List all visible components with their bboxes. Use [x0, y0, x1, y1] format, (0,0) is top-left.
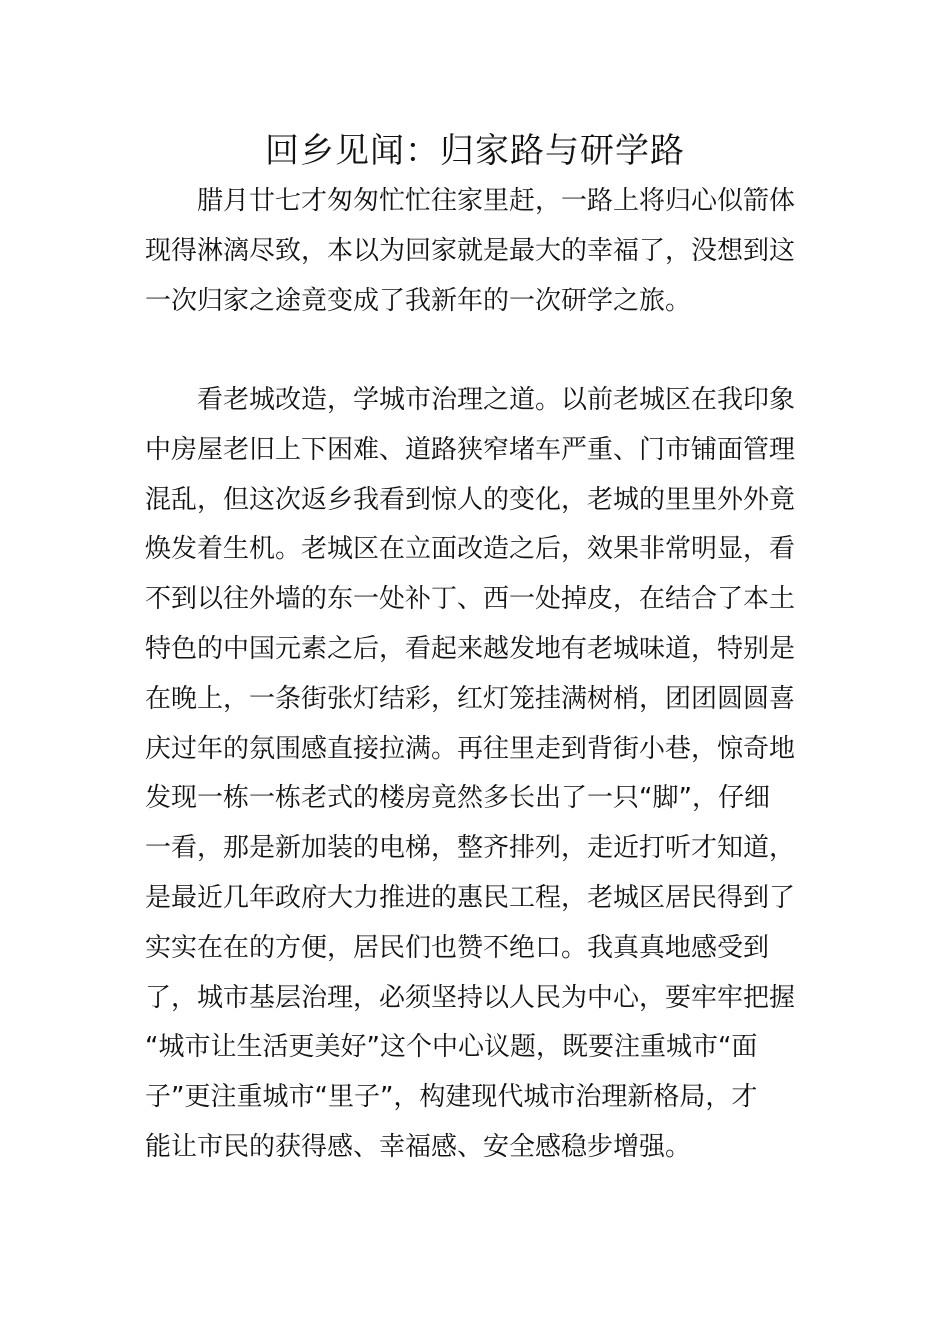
paragraph-line: 实实在在的方便，居民们也赞不绝口。我真真地感受到 — [145, 932, 770, 963]
paragraph-line: 中房屋老旧上下困难、道路狭窄堵车严重、门市铺面管理 — [145, 434, 796, 465]
paragraph-line: 现得淋漓尽致，本以为回家就是最大的幸福了，没想到这 — [145, 235, 796, 266]
paragraph-line: 子”更注重城市“里子”，构建现代城市治理新格局，才 — [145, 1082, 758, 1113]
paragraph-line: 一次归家之途竟变成了我新年的一次研学之旅。 — [145, 285, 692, 316]
paragraph-old-city-renovation — [145, 376, 807, 1173]
document-title: 回乡见闻：归家路与研学路 — [265, 131, 685, 171]
paragraph-line: 在晚上，一条街张灯结彩，红灯笼挂满树梢，团团圆圆喜 — [145, 683, 796, 714]
paragraph-line: 焕发着生机。老城区在立面改造之后，效果非常明显，看 — [145, 534, 796, 565]
paragraph-line: 能让市民的获得感、幸福感、安全感稳步增强。 — [145, 1131, 692, 1162]
paragraph-line: 是最近几年政府大力推进的惠民工程，老城区居民得到了 — [145, 882, 796, 913]
paragraph-line: 看老城改造，学城市治理之道。以前老城区在我印象 — [197, 385, 796, 415]
paragraph-line: “城市让生活更美好”这个中心议题，既要注重城市“面 — [145, 1032, 758, 1063]
paragraph-line: 庆过年的氛围感直接拉满。再往里走到背街小巷，惊奇地 — [145, 733, 796, 764]
paragraph-intro — [145, 177, 807, 326]
paragraph-line: 一看，那是新加装的电梯，整齐排列，走近打听才知道， — [145, 833, 796, 864]
paragraph-line: 特色的中国元素之后，看起来越发地有老城味道，特别是 — [145, 633, 796, 664]
paragraph-line: 了，城市基层治理，必须坚持以人民为中心，要牢牢把握 — [145, 982, 796, 1013]
paragraph-line: 混乱，但这次返乡我看到惊人的变化，老城的里里外外竟 — [145, 484, 796, 515]
paragraph-line: 不到以往外墙的东一处补丁、西一处掉皮，在结合了本土 — [145, 584, 796, 615]
paragraph-line: 发现一栋一栋老式的楼房竟然多长出了一只“脚”，仔细 — [145, 783, 770, 814]
paragraph-line: 腊月廿七才匆匆忙忙往家里赶，一路上将归心似箭体 — [197, 186, 796, 216]
